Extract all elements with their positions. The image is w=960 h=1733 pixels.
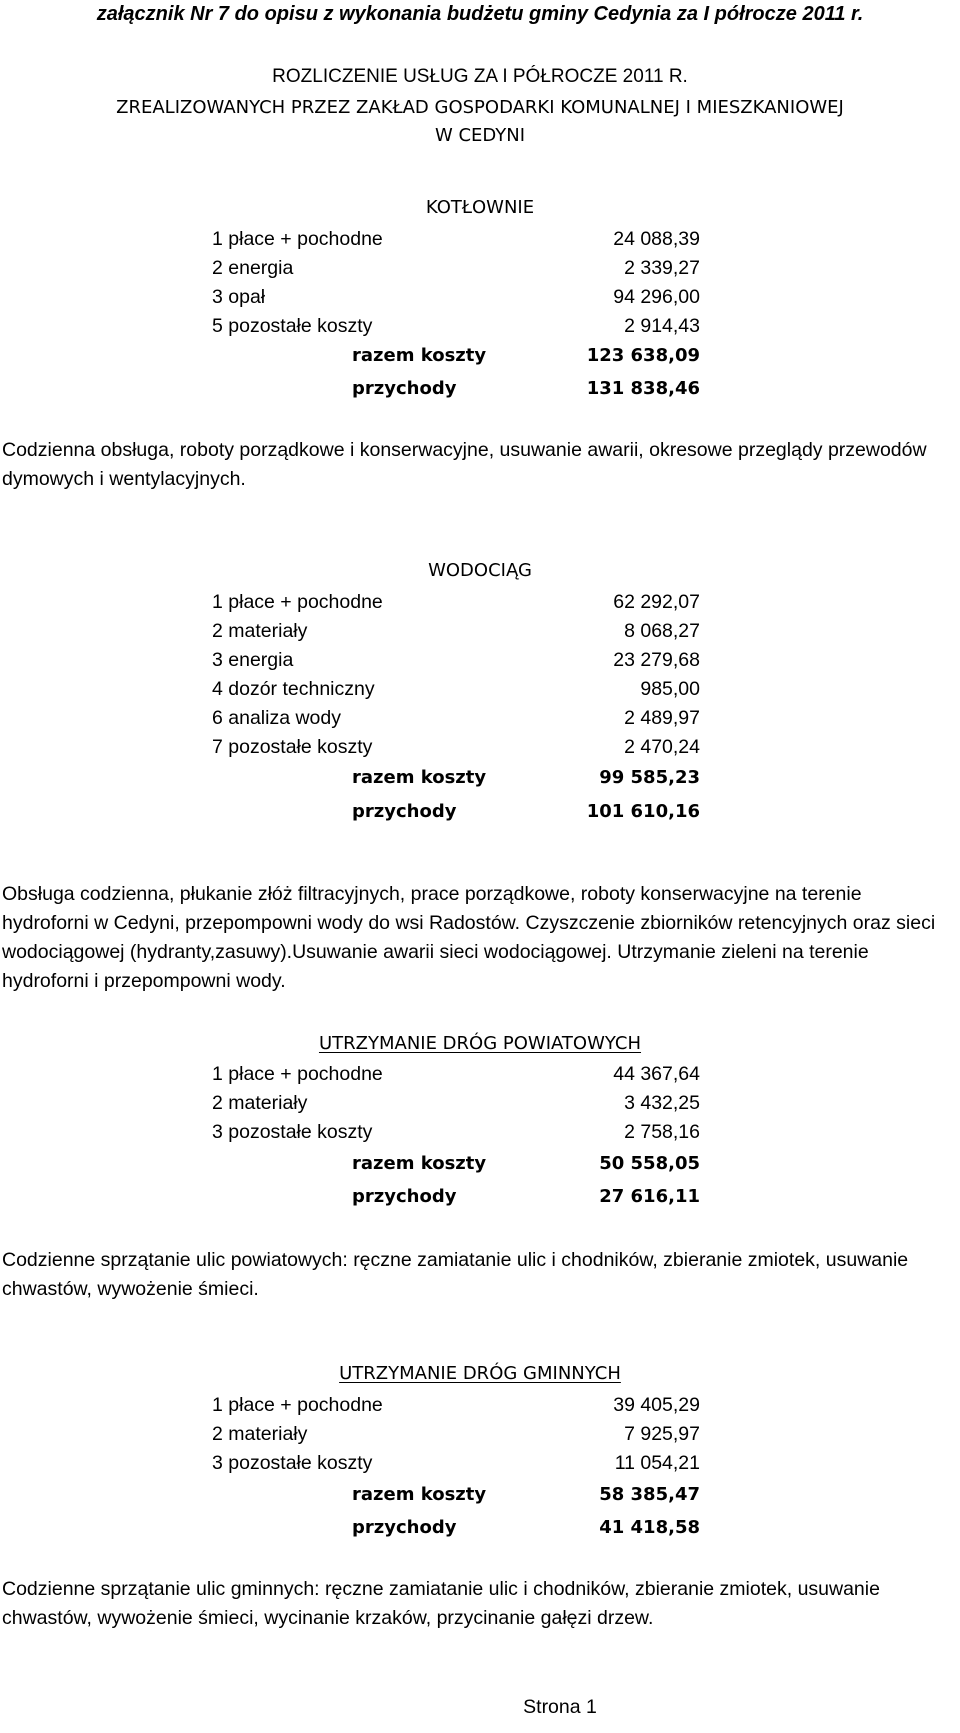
- total-costs-value: 50 558,05: [599, 1153, 700, 1174]
- total-costs-value: 123 638,09: [586, 345, 700, 366]
- cost-row: [0, 736, 960, 764]
- total-costs-label: razem koszty: [352, 1484, 487, 1505]
- cost-value: 62 292,07: [613, 591, 700, 613]
- cost-value: 2 914,43: [624, 315, 700, 337]
- cost-value: 7 925,97: [624, 1423, 700, 1445]
- cost-label: 3 pozostałe koszty: [212, 1452, 373, 1474]
- cost-value: 2 470,24: [624, 736, 700, 758]
- cost-row: [0, 707, 960, 735]
- total-costs-value: 58 385,47: [599, 1484, 700, 1505]
- revenue-value: 41 418,58: [599, 1517, 700, 1538]
- revenue-row: [0, 801, 960, 829]
- cost-value: 94 296,00: [613, 286, 700, 308]
- revenue-value: 101 610,16: [586, 801, 700, 822]
- section-description: Codzienna obsługa, roboty porządkowe i konserwacyjne, usuwanie awarii, okresowe przeglądy przewodów dymowych i wentylacyjnych.: [2, 439, 927, 490]
- section-heading-water-supply: WODOCIĄG: [428, 560, 532, 581]
- revenue-value: 27 616,11: [599, 1186, 700, 1207]
- cost-label: 3 energia: [212, 649, 294, 671]
- cost-row: [0, 228, 960, 256]
- cost-label: 1 płace + pochodne: [212, 1394, 383, 1416]
- section-heading-boiler-rooms: KOTŁOWNIE: [425, 197, 535, 218]
- cost-label: 2 materiały: [212, 1423, 308, 1445]
- page-footer: [0, 1696, 960, 1719]
- cost-label: 2 energia: [212, 257, 294, 279]
- cost-row: [0, 1121, 960, 1149]
- total-costs-label: razem koszty: [352, 345, 487, 366]
- cost-row: [0, 1423, 960, 1451]
- total-costs-value: 99 585,23: [599, 767, 700, 788]
- cost-label: 3 pozostałe koszty: [212, 1121, 373, 1143]
- cost-value: 2 489,97: [624, 707, 700, 729]
- cost-row: [0, 1092, 960, 1120]
- revenue-label: przychody: [352, 378, 457, 399]
- cost-value: 39 405,29: [613, 1394, 700, 1416]
- cost-row: [0, 591, 960, 619]
- cost-value: 23 279,68: [613, 649, 700, 671]
- total-costs-row: [0, 1484, 960, 1512]
- total-costs-label: razem koszty: [352, 767, 487, 788]
- cost-label: 2 materiały: [212, 1092, 308, 1114]
- cost-row: [0, 257, 960, 285]
- cost-label: 1 płace + pochodne: [212, 1063, 383, 1085]
- revenue-row: [0, 1186, 960, 1214]
- page-number: Strona 1: [523, 1696, 597, 1718]
- revenue-label: przychody: [352, 1186, 457, 1207]
- cost-value: 3 432,25: [624, 1092, 700, 1114]
- revenue-label: przychody: [352, 1517, 457, 1538]
- title-line-1: ROZLICZENIE USŁUG ZA I PÓŁROCZE 2011 R.: [272, 66, 688, 87]
- section-description: Obsługa codzienna, płukanie złóż filtracyjnych, prace porządkowe, roboty konserwacyjne na terenie hydroforni w Cedyni, przepompowni wody do wsi Radostów. Czyszczenie zbiorników retencyjnych oraz sieci wodociągowej (hydranty,zasuwy).Usuwanie awarii sieci wodociągowej. Utrzymanie zieleni na terenie hydroforni i przepompowni wody.: [2, 883, 936, 992]
- cost-row: [0, 678, 960, 706]
- cost-value: 2 339,27: [624, 257, 700, 279]
- cost-label: 3 opał: [212, 286, 266, 308]
- cost-label: 2 materiały: [212, 620, 308, 642]
- total-costs-row: [0, 345, 960, 373]
- revenue-row: [0, 378, 960, 406]
- section-description: Codzienne sprzątanie ulic gminnych: ręczne zamiatanie ulic i chodników, zbieranie zmiotek, usuwanie chwastów, wywożenie śmieci, wycinanie krzaków, przycinanie gałęzi drzew.: [2, 1578, 880, 1629]
- total-costs-row: [0, 767, 960, 795]
- cost-row: [0, 1452, 960, 1480]
- document-title: [0, 63, 960, 150]
- cost-label: 1 płace + pochodne: [212, 591, 383, 613]
- section-heading-text: UTRZYMANIE DRÓG GMINNYCH: [339, 1363, 621, 1384]
- cost-label: 6 analiza wody: [212, 707, 341, 729]
- title-line-2: ZREALIZOWANYCH PRZEZ ZAKŁAD GOSPODARKI KOMUNALNEJ I MIESZKANIOWEJ: [116, 97, 844, 118]
- total-costs-row: [0, 1153, 960, 1181]
- total-costs-label: razem koszty: [352, 1153, 487, 1174]
- cost-value: 985,00: [640, 678, 700, 700]
- section-heading-county-roads: [0, 1033, 960, 1054]
- section-heading-text: UTRZYMANIE DRÓG POWIATOWYCH: [318, 1033, 642, 1054]
- attachment-note: załącznik Nr 7 do opisu z wykonania budżetu gminy Cedynia za I półrocze 2011 r.: [96, 3, 864, 25]
- revenue-row: [0, 1517, 960, 1545]
- cost-label: 7 pozostałe koszty: [212, 736, 373, 758]
- cost-value: 24 088,39: [613, 228, 700, 250]
- title-line-3: W CEDYNI: [434, 125, 526, 146]
- cost-label: 5 pozostałe koszty: [212, 315, 373, 337]
- cost-row: [0, 315, 960, 343]
- revenue-label: przychody: [352, 801, 457, 822]
- cost-value: 2 758,16: [624, 1121, 700, 1143]
- section-heading-municipal-roads: [0, 1363, 960, 1384]
- cost-row: [0, 1063, 960, 1091]
- section-description: Codzienne sprzątanie ulic powiatowych: ręczne zamiatanie ulic i chodników, zbieranie zmiotek, usuwanie chwastów, wywożenie śmieci.: [2, 1249, 909, 1300]
- cost-row: [0, 286, 960, 314]
- cost-row: [0, 1394, 960, 1422]
- cost-value: 8 068,27: [624, 620, 700, 642]
- cost-value: 44 367,64: [613, 1063, 700, 1085]
- cost-row: [0, 649, 960, 677]
- cost-row: [0, 620, 960, 648]
- revenue-value: 131 838,46: [586, 378, 700, 399]
- cost-label: 1 płace + pochodne: [212, 228, 383, 250]
- cost-value: 11 054,21: [614, 1452, 700, 1474]
- cost-label: 4 dozór techniczny: [212, 678, 375, 700]
